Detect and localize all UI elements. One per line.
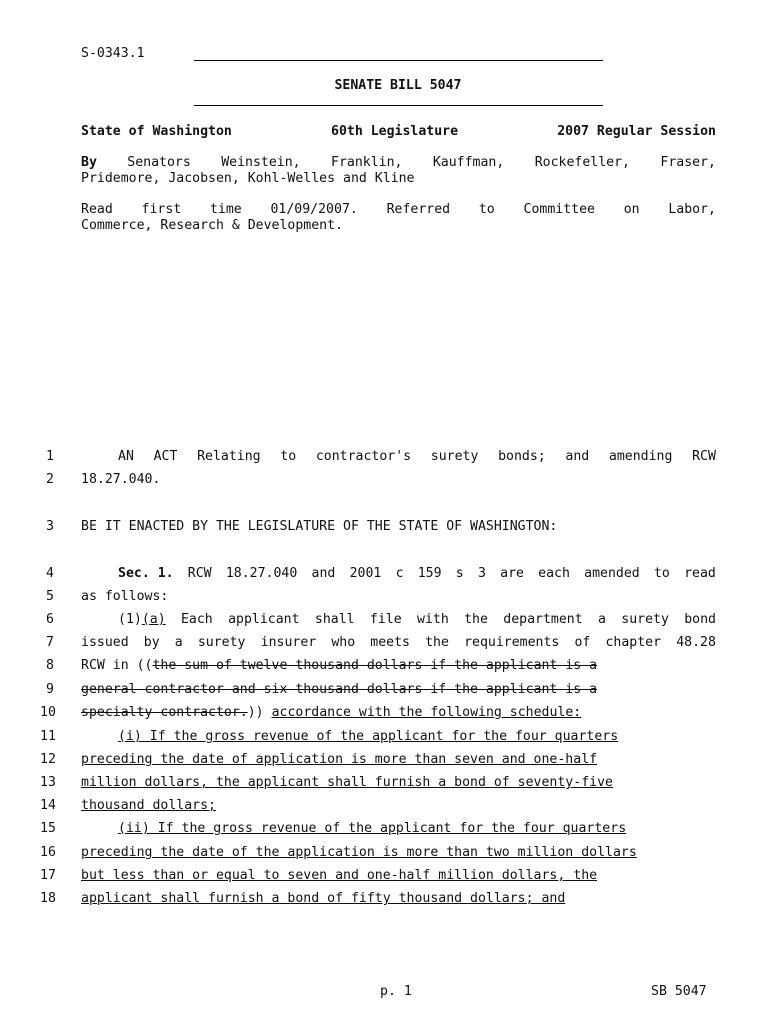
deleted-text: general contractor and six thousand dollars if the applicant is a — [81, 682, 598, 697]
body-word: RCW — [187, 566, 212, 581]
body-word: 48.28 — [676, 635, 716, 650]
sponsor-word: Franklin, — [331, 155, 403, 170]
body-word: a — [597, 612, 606, 627]
referral-word: Committee — [523, 202, 595, 217]
body-word: surety — [621, 612, 669, 627]
line-number: 11 — [40, 729, 56, 744]
body-word: the — [464, 612, 488, 627]
inserted-text: but less than or equal to seven and one-half million dollars, the — [81, 868, 598, 883]
body-word: bond — [684, 612, 716, 627]
body-line-1 — [81, 449, 716, 464]
body-word: AN — [118, 449, 134, 464]
line-number: 7 — [46, 635, 54, 650]
sponsor-word: Rockefeller, — [534, 155, 630, 170]
body-word: the — [425, 635, 449, 650]
line-number: 8 — [46, 658, 54, 673]
body-word: shall — [314, 612, 355, 627]
body-word: with — [417, 612, 449, 627]
body-word: to — [653, 566, 670, 581]
line-number: 9 — [46, 682, 54, 697]
inserted-text — [81, 821, 626, 836]
body-word: 18.27.040 — [225, 566, 298, 581]
line-number: 18 — [40, 891, 56, 906]
body-word: amended — [584, 566, 640, 581]
body-word: Relating — [197, 449, 261, 464]
line-number: 6 — [46, 612, 54, 627]
body-word: a — [174, 635, 183, 650]
referral-word: first — [141, 202, 182, 217]
body-word: read — [684, 566, 716, 581]
body-word: department — [503, 612, 583, 627]
sponsor-word: Fraser, — [660, 155, 716, 170]
body-word: of — [574, 635, 591, 650]
referral-word: Labor, — [668, 202, 716, 217]
body-text: )) — [247, 705, 264, 720]
line-number: 15 — [40, 821, 56, 836]
body-word: surety — [430, 449, 479, 464]
referral-word: on — [623, 202, 640, 217]
inserted-text: (i) If the gross revenue of the applicant for the four quarters — [118, 729, 619, 744]
body-word: issued — [81, 635, 129, 650]
body-text: RCW in (( — [81, 658, 153, 673]
referral-word: Read — [81, 202, 113, 217]
referral-word: 01/09/2007. — [270, 202, 358, 217]
inserted-text: accordance with the following schedule: — [271, 705, 582, 720]
inserted-text: thousand dollars; — [81, 798, 216, 813]
body-word: 3 — [477, 566, 486, 581]
body-word: who — [331, 635, 356, 650]
body-line-6 — [81, 612, 716, 627]
body-word: to — [280, 449, 297, 464]
body-word: and — [565, 449, 590, 464]
legislature-name: 60th Legislature — [331, 124, 459, 139]
sponsors-line-2: Pridemore, Jacobsen, Kohl-Welles and Kline — [81, 171, 415, 186]
line-number: 2 — [46, 472, 54, 487]
body-word: insurer — [260, 635, 317, 650]
body-word: s — [455, 566, 464, 581]
line-number: 17 — [40, 868, 56, 883]
body-word: RCW — [692, 449, 716, 464]
body-word: contractor's — [315, 449, 412, 464]
line-number: 3 — [46, 519, 54, 534]
inserted-text: million dollars, the applicant shall furnish a bond of seventy-five — [81, 775, 613, 790]
body-line-7 — [81, 635, 716, 650]
subsection-number: (1) — [118, 612, 142, 627]
sponsor-word: Kauffman, — [432, 155, 505, 170]
body-word: are — [500, 566, 524, 581]
body-word: surety — [197, 635, 246, 650]
session-line — [81, 124, 716, 139]
body-word: c — [395, 566, 404, 581]
body-word: requirements — [464, 635, 560, 650]
deleted-text: the sum of twelve thousand dollars if the applicant is a — [152, 658, 598, 673]
inserted-text — [81, 729, 618, 744]
body-word: applicant — [228, 612, 300, 627]
sponsor-word: Senators — [127, 155, 191, 170]
body-word: meets — [370, 635, 410, 650]
enacting-clause: BE IT ENACTED BY THE LEGISLATURE OF THE STATE OF WASHINGTON: — [81, 519, 558, 534]
body-line-4 — [81, 566, 716, 581]
line-number: 14 — [40, 798, 56, 813]
section-heading: Sec. 1. — [118, 566, 174, 581]
body-word: file — [369, 612, 402, 627]
sponsors-by-label: By — [81, 155, 97, 170]
body-line-8 — [81, 658, 597, 673]
referral-word: Referred — [386, 202, 451, 217]
header-rule-top — [194, 60, 603, 61]
body-word: 159 — [417, 566, 442, 581]
referral-word: time — [209, 202, 242, 217]
session-name: 2007 Regular Session — [557, 124, 716, 139]
body-word: Each — [180, 612, 213, 627]
body-word: ACT — [153, 449, 178, 464]
line-number: 5 — [46, 589, 54, 604]
body-word: bonds; — [498, 449, 546, 464]
sponsors-line-1 — [81, 155, 716, 170]
document-code: S-0343.1 — [81, 46, 145, 61]
line-number: 13 — [40, 775, 56, 790]
inserted-text: preceding the date of application is more than seven and one-half — [81, 752, 598, 767]
bill-title: SENATE BILL 5047 — [334, 78, 462, 93]
referral-line-2: Commerce, Research & Development. — [81, 218, 344, 233]
body-line-10 — [81, 705, 581, 720]
sponsor-word: Weinstein, — [221, 155, 301, 170]
body-line-5: as follows: — [81, 589, 169, 604]
body-word: 2001 — [349, 566, 382, 581]
referral-word: to — [478, 202, 495, 217]
line-number: 10 — [40, 705, 56, 720]
referral-line-1 — [81, 202, 716, 217]
line-number: 4 — [46, 566, 54, 581]
body-word: each — [538, 566, 570, 581]
deleted-text: specialty contractor. — [81, 705, 248, 720]
body-word: by — [143, 635, 160, 650]
body-word: chapter — [605, 635, 662, 650]
body-line-2: 18.27.040. — [81, 472, 161, 487]
inserted-text: preceding the date of the application is more than two million dollars — [81, 845, 637, 860]
header-rule-bottom — [194, 105, 603, 106]
inserted-text: applicant shall furnish a bond of fifty thousand dollars; and — [81, 891, 566, 906]
line-number: 12 — [40, 752, 56, 767]
footer-bill-ref: SB 5047 — [651, 984, 707, 999]
page-number: p. 1 — [380, 984, 412, 999]
inserted-text: (a) — [141, 612, 166, 627]
body-word: and — [311, 566, 336, 581]
line-number: 1 — [46, 449, 54, 464]
state-name: State of Washington — [81, 124, 232, 139]
line-number: 16 — [40, 845, 56, 860]
body-word: amending — [608, 449, 673, 464]
inserted-text: (ii) If the gross revenue of the applicant for the four quarters — [118, 821, 627, 836]
